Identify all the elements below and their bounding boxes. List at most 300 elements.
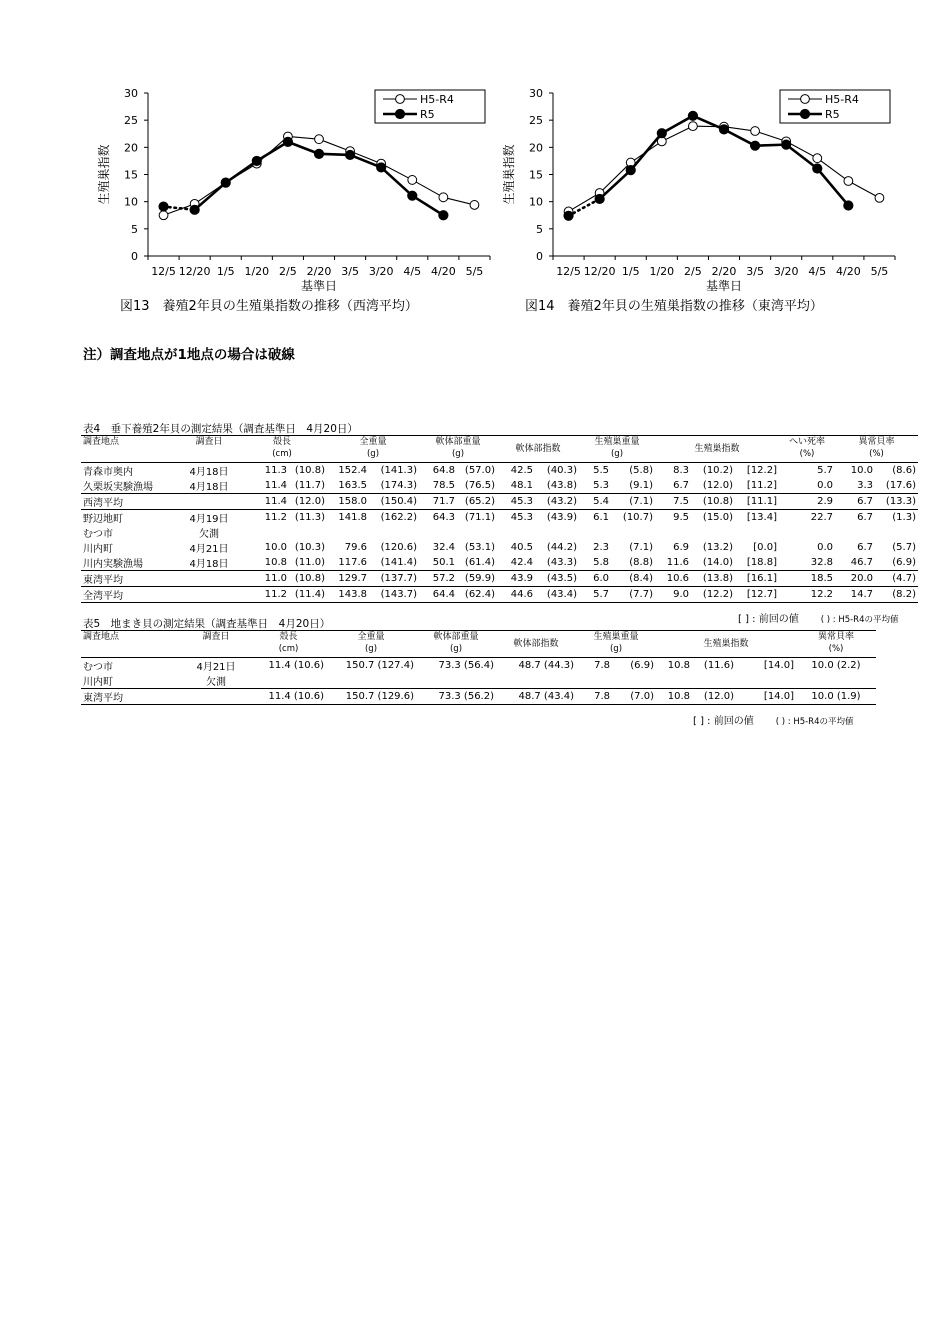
table4-cell: [237, 525, 289, 540]
chart-west-y-tick-label: 15: [124, 168, 138, 182]
table4-cell: (17.6): [885, 480, 916, 491]
chart-west-x-axis-label: 基準日: [300, 279, 338, 293]
chart-west: [90, 80, 510, 320]
chart-east-series-r5-line-segment: [569, 199, 600, 216]
table4-header-site: 調査地点: [81, 436, 181, 463]
table4-cell: [419, 525, 457, 540]
chart-east-series-r5-point: [688, 111, 697, 120]
table4-cell: 9.0: [655, 587, 691, 603]
table4: [81, 435, 918, 603]
table4-cell: (13.2): [702, 542, 733, 553]
table4-cell: (62.4): [457, 587, 497, 603]
chart-west-x-tick-label: 1/5: [216, 265, 235, 278]
table5-cell: [736, 673, 796, 689]
table4-cell: (43.4): [535, 587, 579, 603]
chart-west-series-r5-point: [221, 178, 230, 187]
chart-west-x-tick-label: 5/5: [465, 265, 484, 278]
chart-west-y-tick-label: 0: [131, 250, 138, 263]
table4-cell: 6.7: [673, 480, 689, 491]
table4-cell: 11.4: [237, 494, 289, 510]
chart-west-y-tick-label: 30: [124, 87, 138, 100]
chart-west-series-r5-point: [314, 149, 323, 158]
table4-header-soft-weight: 軟体部重量 (g): [419, 436, 497, 463]
table5-cell: 73.3 (56.2): [416, 689, 496, 705]
table4-cell: 71.7: [419, 494, 457, 510]
table4-cell: 152.4: [327, 463, 369, 479]
table4-cell: (40.3): [535, 463, 579, 479]
chart-east-legend-label: R5: [825, 108, 840, 121]
chart-west-x-tick-label: 3/20: [368, 265, 394, 278]
table4-cell: (13.3): [875, 494, 918, 510]
table4-row: [81, 510, 918, 526]
table5-cell: [612, 673, 656, 689]
chart-east-series-r5-point: [782, 140, 791, 149]
table4-cell: 45.3: [497, 510, 535, 526]
chart-west-legend-label: H5-R4: [420, 93, 454, 106]
table4-header-length: 殻長 (cm): [237, 436, 327, 463]
table4-cell: (8.8): [629, 557, 653, 568]
table4-cell: 129.7: [327, 571, 369, 587]
chart-east-x-tick-label: 1/5: [621, 265, 640, 278]
table5-cell: [251, 673, 326, 689]
chart-east-series-r5-point: [719, 125, 728, 134]
table4-cell: 0.0: [817, 542, 833, 553]
table4-cell: 64.4: [419, 587, 457, 603]
table4-cell: 11.6: [666, 557, 689, 568]
table5-cell: [181, 689, 251, 705]
chart-east-series-r5-point: [657, 129, 666, 138]
table4-cell: [497, 525, 535, 540]
table4-cell: 5.4: [579, 494, 611, 510]
table4-cell: [835, 525, 875, 540]
table4-cell: (65.2): [457, 494, 497, 510]
chart-east-series-r5-line-segment: [817, 169, 848, 206]
table5-cell: 48.7 (44.3): [496, 658, 576, 674]
table4-cell: 11.2: [237, 510, 289, 526]
chart-east-y-tick-label: 20: [529, 141, 543, 155]
table4-cell: 6.7: [835, 510, 875, 526]
chart-west-series-r5-point: [159, 202, 168, 211]
chart-west-y-axis-label: 生殖巣指数: [97, 144, 111, 205]
table4-row: [81, 587, 918, 603]
chart-west-x-tick-label: 12/20: [178, 265, 211, 278]
chart-west-series-r5-point: [408, 191, 417, 200]
chart-west-series-h5r4-point: [159, 211, 168, 220]
table4-cell: (5.7): [892, 542, 916, 553]
table4-cell: 欠測: [199, 529, 219, 540]
table5-cell: 川内町: [83, 677, 113, 688]
chart-east-series-r5-point: [626, 166, 635, 175]
table4-cell: 32.8: [810, 557, 833, 568]
table4-cell: 46.7: [850, 557, 873, 568]
table4-cell: (8.6): [875, 463, 918, 479]
table4-row: [81, 478, 918, 494]
table4-header-gonad-index: 生殖巣指数: [655, 436, 779, 463]
table5-header-gonad-weight: 生殖巣重量 (g): [576, 631, 656, 658]
table4-cell: 14.7: [835, 587, 875, 603]
table5: [81, 630, 876, 705]
table4-cell: 78.5: [432, 480, 455, 491]
chart-west-series-r5-point: [439, 211, 448, 220]
table4-cell: (12.2): [691, 587, 735, 603]
table4-cell: 3.3: [857, 480, 873, 491]
table4-cell: 全湾平均: [81, 587, 181, 603]
chart-west-y-tick-label: 5: [131, 222, 138, 236]
chart-east-x-tick-label: 5/5: [870, 265, 889, 278]
table4-cell: (10.8): [289, 571, 327, 587]
chart-west-series-r5-line-segment: [195, 183, 226, 210]
chart-east-y-axis-label: 生殖巣指数: [502, 144, 516, 205]
table5-row: [81, 673, 876, 689]
chart-east-legend-marker: [801, 95, 810, 104]
table4-cell: 117.6: [338, 557, 367, 568]
chart-west-series-h5r4-line-segment: [319, 139, 350, 151]
table4-cell: [535, 525, 579, 540]
table4-cell: (71.1): [457, 510, 497, 526]
table4-cell: 158.0: [327, 494, 369, 510]
table4-cell: 5.5: [579, 463, 611, 479]
table5-cell: (6.9): [612, 658, 656, 674]
table4-header-abnormal: 異常貝率 (%): [835, 436, 918, 463]
table5-row: [81, 689, 876, 705]
table4-cell: 4月19日: [181, 510, 237, 526]
table4-cell: 8.3: [655, 463, 691, 479]
table4-cell: (1.3): [875, 510, 918, 526]
table4-cell: むつ市: [83, 529, 113, 540]
table5-cell: 150.7 (129.6): [326, 689, 416, 705]
chart-east-series-h5r4-point: [844, 177, 853, 186]
table4-cell: 12.2: [779, 587, 835, 603]
chart-east-x-tick-label: 3/5: [746, 265, 764, 278]
chart-west-series-h5r4-point: [408, 176, 417, 185]
table4-cell: (8.2): [875, 587, 918, 603]
table4-cell: 青森市奥内: [81, 463, 181, 479]
chart-east-series-r5-point: [564, 211, 573, 220]
table5-header-length: 殻長 (cm): [251, 631, 326, 658]
table5-cell: [14.0]: [736, 658, 796, 674]
table4-cell: 2.9: [779, 494, 835, 510]
table4-cell: 6.9: [673, 542, 689, 553]
table4-cell: 西湾平均: [81, 494, 181, 510]
chart-west-caption: 図13 養殖2年貝の生殖巣指数の推移（西湾平均）: [120, 299, 418, 314]
table4-cell: (141.3): [369, 463, 419, 479]
chart-west-legend-label: R5: [420, 108, 435, 121]
chart-east-y-tick-label: 10: [529, 195, 543, 209]
chart-west-series-h5r4-point: [439, 193, 448, 202]
table4-cell: (141.4): [380, 557, 417, 568]
table4-cell: 6.1: [579, 510, 611, 526]
table4-cell: (10.7): [611, 510, 655, 526]
table5-header-abnormal: 異常貝率 (%): [796, 631, 876, 658]
chart-west-series-h5r4-point: [470, 201, 479, 210]
chart-west-series-r5-point: [377, 163, 386, 172]
table5-header-row: [81, 631, 876, 658]
chart-east-series-h5r4-point: [813, 154, 822, 163]
table4-cell: 5.3: [593, 480, 609, 491]
table5-header-date: 調査日: [181, 631, 251, 658]
table5-cell: [326, 673, 416, 689]
table4-cell: 久栗坂実験漁場: [83, 482, 153, 493]
table4-cell: (12.0): [702, 480, 733, 491]
table4-cell: (9.1): [629, 480, 653, 491]
table5-cell: (12.0): [692, 689, 736, 705]
table5-cell: 欠測: [206, 677, 226, 688]
table4-cell: (174.3): [380, 480, 417, 491]
table4-cell: 143.8: [327, 587, 369, 603]
table4-cell: (44.2): [546, 542, 577, 553]
chart-east-series-h5r4-line-segment: [755, 131, 786, 141]
chart-west-series-r5-point: [283, 137, 292, 146]
table5-cell: 10.8: [656, 658, 692, 674]
chart-east-caption: 図14 養殖2年貝の生殖巣指数の推移（東湾平均）: [525, 299, 823, 314]
table4-cell: (43.8): [546, 480, 577, 491]
table4-cell: 42.4: [510, 557, 533, 568]
table4-cell: 11.4: [264, 480, 287, 491]
table4-cell: 64.3: [419, 510, 457, 526]
table5-header-soft-weight: 軟体部重量 (g): [416, 631, 496, 658]
chart-east-x-tick-label: 2/5: [684, 265, 702, 278]
table4-cell: 0.0: [817, 480, 833, 491]
chart-west-series-h5r4-point: [315, 135, 324, 144]
chart-east-x-axis-label: 基準日: [705, 279, 743, 293]
table4-cell: 44.6: [497, 587, 535, 603]
table5-cell: むつ市: [81, 658, 181, 674]
table4-cell: 10.0: [835, 463, 875, 479]
chart-west-series-r5-point: [252, 156, 261, 165]
chart-east-x-tick-label: 12/20: [583, 265, 616, 278]
table4-cell: [18.8]: [746, 557, 777, 568]
table4-header-mortality: へい死率 (%): [779, 436, 835, 463]
table4-cell: 10.8: [264, 557, 287, 568]
chart-west-x-tick-label: 2/20: [306, 265, 332, 278]
table4-cell: (143.7): [369, 587, 419, 603]
table4-cell: (7.1): [629, 542, 653, 553]
chart-east-series-r5-point: [813, 164, 822, 173]
chart-west-series-r5-point: [345, 150, 354, 159]
table4-cell: (10.8): [289, 463, 327, 479]
chart-east-series-h5r4-line-segment: [848, 181, 879, 198]
table4-cell: 5.7: [779, 463, 835, 479]
chart-east-x-tick-label: 3/20: [773, 265, 799, 278]
chart-east-series-r5-line-segment: [662, 116, 693, 133]
chart-west-x-tick-label: 4/20: [431, 265, 456, 278]
table5-header-weight: 全重量 (g): [326, 631, 416, 658]
table4-cell: (59.9): [457, 571, 497, 587]
table5-cell: 10.0 (2.2): [796, 658, 876, 674]
table4-cell: 7.5: [655, 494, 691, 510]
table5-cell: 11.4 (10.6): [251, 658, 326, 674]
table4-cell: 4月18日: [189, 559, 229, 570]
table4-cell: (12.0): [289, 494, 327, 510]
chart-west-x-tick-label: 12/5: [151, 265, 176, 278]
table4-cell: (10.8): [691, 494, 735, 510]
chart-west-y-tick-label: 25: [124, 114, 138, 128]
table5-cell: 150.7 (127.4): [326, 658, 416, 674]
chart-east-series-r5-line-segment: [786, 145, 817, 169]
table4-cell: 32.4: [432, 542, 455, 553]
table5-header-site: 調査地点: [81, 631, 181, 658]
table4-cell: (11.0): [294, 557, 325, 568]
chart-east-series-r5-point: [750, 141, 759, 150]
table4-cell: [11.2]: [746, 480, 777, 491]
chart-west-series-r5-line-segment: [226, 161, 257, 183]
table4-cell: (13.8): [691, 571, 735, 587]
table4-cell: [181, 571, 237, 587]
chart-east-y-tick-label: 30: [529, 87, 543, 100]
table4-cell: 64.8: [419, 463, 457, 479]
table4-cell: 11.2: [237, 587, 289, 603]
chart-west-legend-marker: [395, 109, 404, 118]
table4-cell: (5.8): [611, 463, 655, 479]
table4-cell: 東湾平均: [81, 571, 181, 587]
table4-cell: 5.7: [579, 587, 611, 603]
table4-cell: 6.0: [579, 571, 611, 587]
table4-cell: (137.7): [369, 571, 419, 587]
table4-header-row: [81, 436, 918, 463]
table4-cell: 川内町: [83, 544, 113, 555]
table4-cell: [875, 525, 918, 540]
chart-west-legend-marker: [396, 95, 405, 104]
table4-cell: [369, 525, 419, 540]
table5-cell: 7.8: [576, 658, 612, 674]
table4-cell: (76.5): [464, 480, 495, 491]
table4-cell: 2.3: [593, 542, 609, 553]
table4-cell: 22.7: [779, 510, 835, 526]
chart-east-series-r5-line-segment: [600, 170, 631, 199]
table5-cell: 11.4 (10.6): [251, 689, 326, 705]
table4-cell: 141.8: [327, 510, 369, 526]
table4-cell: 9.5: [655, 510, 691, 526]
chart-east-series-r5-point: [844, 201, 853, 210]
table4-cell: (150.4): [369, 494, 419, 510]
chart-west-x-tick-label: 4/5: [403, 265, 422, 278]
table4-cell: 42.5: [497, 463, 535, 479]
chart-east-series-r5-point: [595, 194, 604, 203]
table4-cell: 20.0: [835, 571, 875, 587]
table4-cell: [289, 525, 327, 540]
table4-cell: [12.2]: [735, 463, 779, 479]
table4-cell: [691, 525, 735, 540]
chart-west-x-tick-label: 2/5: [279, 265, 297, 278]
table4-cell: 11.0: [237, 571, 289, 587]
table4-cell: (8.4): [611, 571, 655, 587]
table4-cell: 4月18日: [189, 482, 229, 493]
table4-cell: [735, 525, 779, 540]
table5-cell: 4月21日: [181, 658, 251, 674]
table5-cell: 7.8: [576, 689, 612, 705]
table4-cell: [611, 525, 655, 540]
table4-title: 表4 垂下養殖2年貝の測定結果（調査基準日 4月20日）: [83, 423, 358, 435]
table4-cell: 10.0: [264, 542, 287, 553]
table4-cell: [11.1]: [735, 494, 779, 510]
table5-cell: 73.3 (56.4): [416, 658, 496, 674]
table4-cell: (43.2): [535, 494, 579, 510]
chart-east-x-tick-label: 1/20: [649, 265, 675, 278]
table4-cell: (120.6): [380, 542, 417, 553]
table5-cell: 東湾平均: [81, 689, 181, 705]
table4-cell: 79.6: [344, 542, 367, 553]
table5-cell: [576, 673, 612, 689]
table4-row: [81, 540, 918, 555]
table4-cell: 4月21日: [189, 544, 229, 555]
table4-cell: 5.8: [593, 557, 609, 568]
table4-cell: [13.4]: [735, 510, 779, 526]
table4-body: [81, 463, 918, 603]
chart-west-x-tick-label: 1/20: [244, 265, 270, 278]
chart-east-legend-label: H5-R4: [825, 93, 859, 106]
table4-row: [81, 525, 918, 540]
table5-cell: [796, 673, 876, 689]
table4-cell: (11.7): [294, 480, 325, 491]
chart-east-series-h5r4-line-segment: [600, 163, 631, 193]
table4-cell: (14.0): [702, 557, 733, 568]
table5-cell: (11.6): [692, 658, 736, 674]
table5-cell: [692, 673, 736, 689]
table5-cell: 48.7 (43.4): [496, 689, 576, 705]
chart-east: [495, 80, 915, 320]
table4-cell: 57.2: [419, 571, 457, 587]
table4-cell: (61.4): [464, 557, 495, 568]
table5-cell: 10.0 (1.9): [796, 689, 876, 705]
table4-cell: [181, 587, 237, 603]
chart-west-series-r5-point: [190, 205, 199, 214]
table4-cell: [12.7]: [735, 587, 779, 603]
table4-cell: 6.7: [835, 494, 875, 510]
chart-east-series-h5r4-point: [875, 193, 884, 202]
table4-cell: 野辺地町: [81, 510, 181, 526]
table4-cell: [457, 525, 497, 540]
table5-cell: [416, 673, 496, 689]
table4-cell: 10.6: [655, 571, 691, 587]
table5-body: [81, 658, 876, 705]
chart-west-y-tick-label: 20: [124, 141, 138, 155]
table4-cell: [655, 525, 691, 540]
table4-cell: (11.3): [289, 510, 327, 526]
table4-cell: 50.1: [432, 557, 455, 568]
table4-cell: (15.0): [691, 510, 735, 526]
chart-west-svg: [90, 80, 510, 320]
table4-cell: (10.3): [294, 542, 325, 553]
chart-east-series-r5-line-segment: [631, 133, 662, 170]
table4-cell: 6.7: [857, 542, 873, 553]
table5-header-soft-index: 軟体部指数: [496, 631, 576, 658]
chart-east-series-h5r4-point: [689, 122, 698, 131]
chart-west-series-r5-line-segment: [257, 142, 288, 161]
table5-footnote: [ ] : 前回の値 ( ) : H5-R4の平均値: [693, 716, 854, 727]
chart-east-series-h5r4-point: [751, 127, 760, 136]
table5-title: 表5 地まき貝の測定結果（調査基準日 4月20日）: [83, 618, 331, 630]
chart-east-svg: [495, 80, 915, 320]
table5-cell: [656, 673, 692, 689]
table4-header-soft-index: 軟体部指数: [497, 436, 579, 463]
table4-cell: [579, 525, 611, 540]
table4-cell: (10.2): [691, 463, 735, 479]
table4-header-date: 調査日: [181, 436, 237, 463]
chart-west-x-tick-label: 3/5: [341, 265, 359, 278]
table4-cell: [181, 494, 237, 510]
table4-cell: (11.4): [289, 587, 327, 603]
table4-header-gonad-weight: 生殖巣重量 (g): [579, 436, 655, 463]
chart-east-y-tick-label: 5: [536, 222, 543, 236]
chart-west-y-tick-label: 10: [124, 195, 138, 209]
table4-cell: (43.9): [535, 510, 579, 526]
table4-cell: (7.7): [611, 587, 655, 603]
table4-cell: 48.1: [510, 480, 533, 491]
table4-cell: 45.3: [497, 494, 535, 510]
note-dashed-line: 注）調査地点が1地点の場合は破線: [83, 347, 295, 363]
table4-cell: 川内実験漁場: [83, 559, 143, 570]
table4-cell: (4.7): [875, 571, 918, 587]
